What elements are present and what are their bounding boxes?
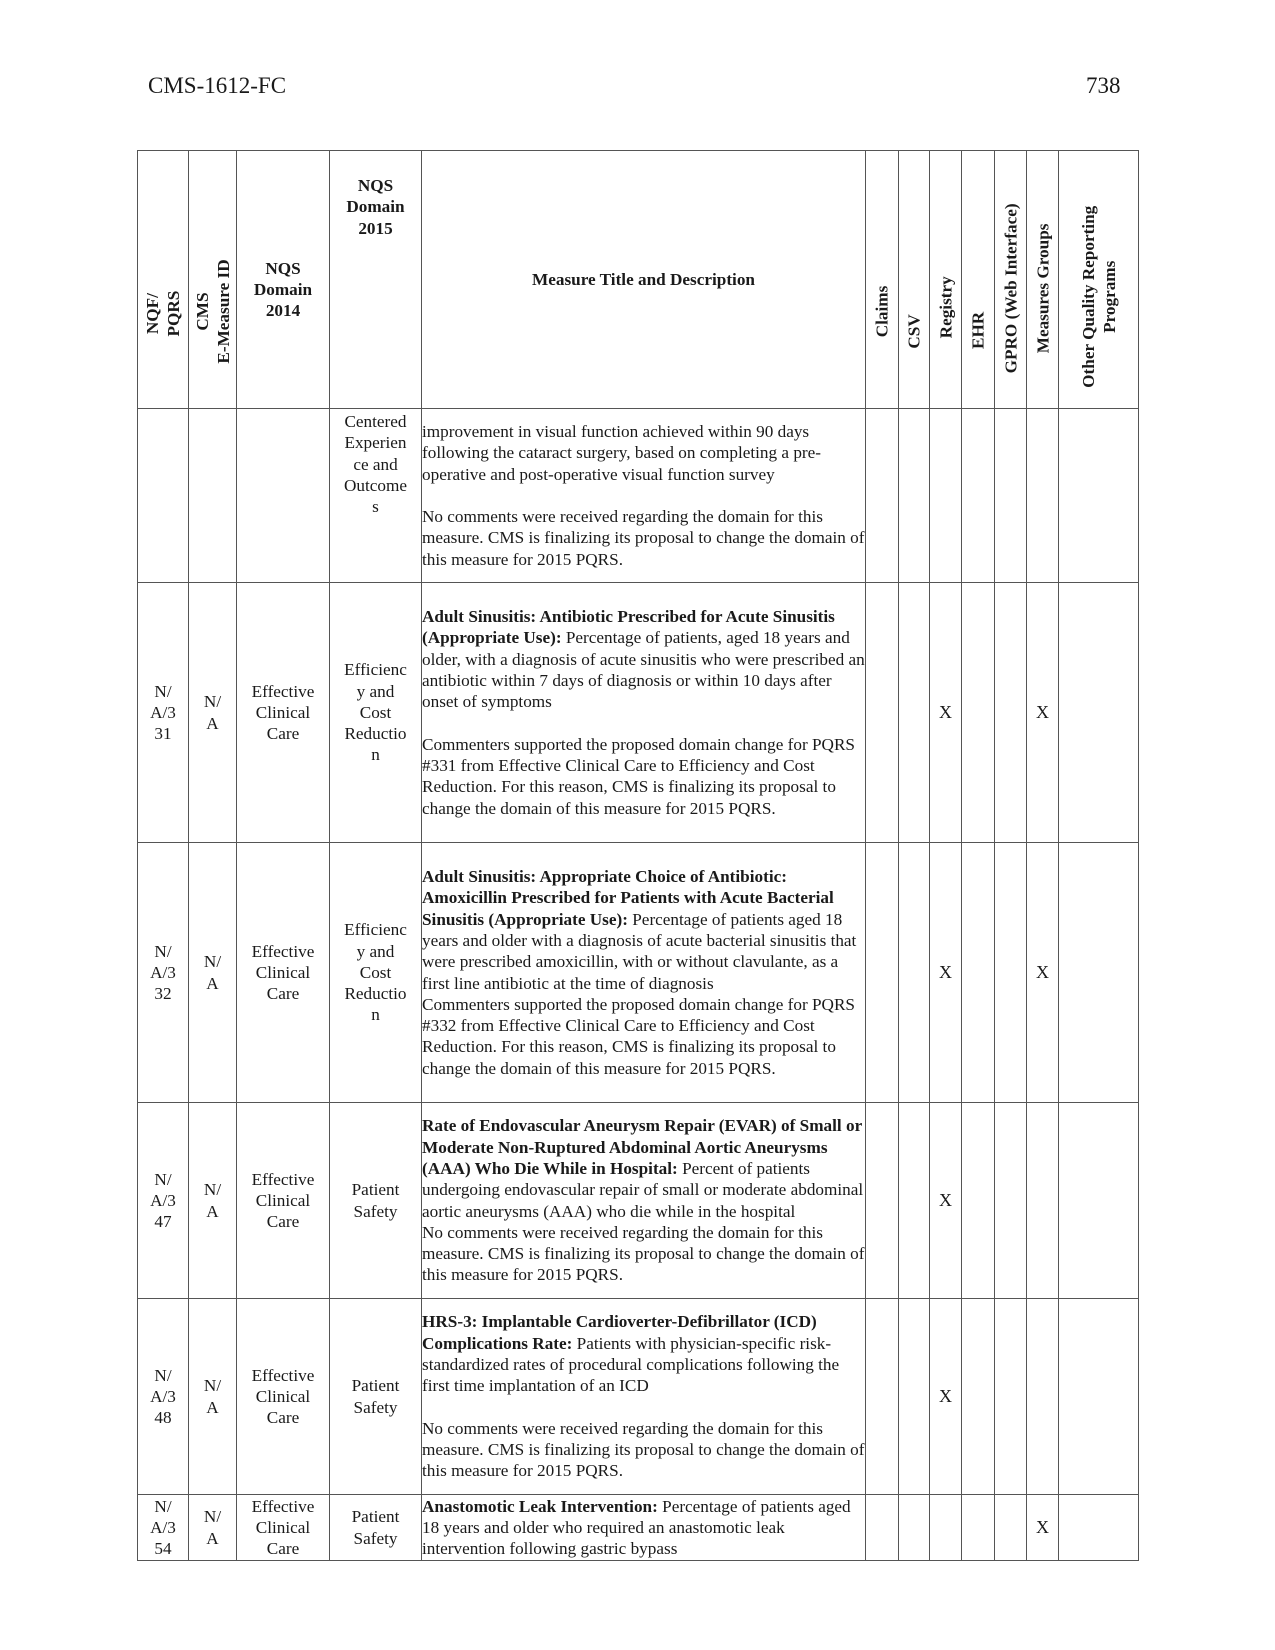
page-number: 738 xyxy=(1086,73,1121,98)
measures-groups-cell: X xyxy=(1027,583,1059,843)
csv-cell xyxy=(899,843,930,1103)
domain-2014-cell: Effective Clinical Care xyxy=(237,583,330,843)
measures-groups-cell xyxy=(1027,1103,1059,1299)
claims-cell xyxy=(866,1103,899,1299)
ehr-cell xyxy=(962,1299,995,1495)
nqf-pqrs-cell: N/ A/3 31 xyxy=(138,583,189,843)
nqf-pqrs-cell xyxy=(138,409,189,583)
registry-cell xyxy=(930,409,962,583)
measure-title: Anastomotic Leak Intervention: xyxy=(422,1496,658,1516)
measure-title: Adult Sinusitis: Appropriate Choice of Antibiotic: Amoxicillin Prescribed for Patients with Acute Bacterial Sinusitis (Appropriate Use): xyxy=(422,867,834,929)
cms-id-cell: N/ A xyxy=(189,583,237,843)
registry-cell: X xyxy=(930,843,962,1103)
gpro-cell xyxy=(995,409,1027,583)
csv-cell xyxy=(899,1299,930,1495)
domain-2015-cell: Patient Safety xyxy=(330,1495,422,1561)
other-programs-cell xyxy=(1059,843,1139,1103)
other-programs-cell xyxy=(1059,1299,1139,1495)
measure-description: Percentage of patients aged 18 years and older with a diagnosis of acute bacterial sinusitis that were prescribed amoxicillin, with or without clavulante, as a first line antibiotic at the time of diagnosis xyxy=(422,909,857,993)
measure-comment: Commenters supported the proposed domain change for PQRS #331 from Effective Clinical Care to Efficiency and Cost Reduction. For this reason, CMS is finalizing its proposal to change the domain of this measure for 2015 PQRS. xyxy=(422,734,855,818)
domain-2014-cell: Effective Clinical Care xyxy=(237,1103,330,1299)
csv-cell xyxy=(899,409,930,583)
nqf-pqrs-cell: N/ A/3 54 xyxy=(138,1495,189,1561)
other-programs-cell xyxy=(1059,1103,1139,1299)
registry-cell: X xyxy=(930,583,962,843)
measure-description: Percentage of patients, aged 18 years and older, with a diagnosis of acute sinusitis who were prescribed an antibiotic within 7 days of diagnosis or within 10 days after onset of symptoms xyxy=(422,628,865,712)
measure-comment: No comments were received regarding the domain for this measure. CMS is finalizing its proposal to change the domain of this measure for 2015 PQRS. xyxy=(422,1418,865,1481)
registry-cell: X xyxy=(930,1299,962,1495)
nqf-pqrs-cell: N/ A/3 48 xyxy=(138,1299,189,1495)
cms-id-cell xyxy=(189,409,237,583)
ehr-cell xyxy=(962,583,995,843)
nqf-pqrs-cell: N/ A/3 32 xyxy=(138,843,189,1103)
col-header-nqs-2015: NQS Domain 2015 xyxy=(330,151,422,409)
claims-cell xyxy=(866,843,899,1103)
document-id: CMS-1612-FC xyxy=(148,73,287,98)
measures-groups-cell xyxy=(1027,1299,1059,1495)
cms-id-cell: N/ A xyxy=(189,1103,237,1299)
table-row xyxy=(138,409,1139,583)
table-header-row xyxy=(138,151,1139,409)
other-programs-cell xyxy=(1059,583,1139,843)
registry-cell xyxy=(930,1495,962,1561)
ehr-cell xyxy=(962,1495,995,1561)
other-programs-cell xyxy=(1059,1495,1139,1561)
gpro-cell xyxy=(995,843,1027,1103)
domain-2015-cell: Efficienc y and Cost Reductio n xyxy=(330,583,422,843)
csv-cell xyxy=(899,1103,930,1299)
measure-comment: Commenters supported the proposed domain change for PQRS #332 from Effective Clinical Care to Efficiency and Cost Reduction. For this reason, CMS is finalizing its proposal to change the domain of this measure for 2015 PQRS. xyxy=(422,994,855,1078)
nqf-pqrs-cell: N/ A/3 47 xyxy=(138,1103,189,1299)
other-programs-cell xyxy=(1059,409,1139,583)
domain-2014-cell: Effective Clinical Care xyxy=(237,843,330,1103)
measure-comment: No comments were received regarding the domain for this measure. CMS is finalizing its proposal to change the domain of this measure for 2015 PQRS. xyxy=(422,1222,865,1285)
claims-cell xyxy=(866,1299,899,1495)
col-header-nqf-pqrs: NQF/ PQRS xyxy=(138,151,189,409)
csv-cell xyxy=(899,583,930,843)
cms-id-cell: N/ A xyxy=(189,1495,237,1561)
gpro-cell xyxy=(995,1103,1027,1299)
col-header-cms-emeasure-id: CMS E-Measure ID xyxy=(189,151,237,409)
claims-cell xyxy=(866,1495,899,1561)
measure-description-cell xyxy=(422,843,866,1103)
gpro-cell xyxy=(995,1299,1027,1495)
col-header-gpro: GPRO (Web Interface) xyxy=(995,151,1027,409)
table-row xyxy=(138,1299,1139,1495)
cms-id-cell: N/ A xyxy=(189,843,237,1103)
domain-2014-cell: Effective Clinical Care xyxy=(237,1299,330,1495)
col-header-ehr: EHR xyxy=(962,151,995,409)
domain-2014-cell: Effective Clinical Care xyxy=(237,1495,330,1561)
measure-description: Percentage of patients aged 18 years and older who required an anastomotic leak intervention following gastric bypass xyxy=(422,1496,851,1559)
ehr-cell xyxy=(962,409,995,583)
measure-description-cell xyxy=(422,583,866,843)
col-header-nqs-2014: NQS Domain 2014 xyxy=(237,151,330,409)
col-header-csv: CSV xyxy=(899,151,930,409)
domain-2014-cell xyxy=(237,409,330,583)
claims-cell xyxy=(866,409,899,583)
col-header-measure-title: Measure Title and Description xyxy=(422,151,866,409)
table-row xyxy=(138,843,1139,1103)
measures-groups-cell xyxy=(1027,409,1059,583)
domain-2015-cell: Patient Safety xyxy=(330,1299,422,1495)
csv-cell xyxy=(899,1495,930,1561)
measure-description-cell xyxy=(422,1103,866,1299)
domain-2015-cell: Patient Safety xyxy=(330,1103,422,1299)
measure-description: Percent of patients undergoing endovascular repair of small or moderate abdominal aortic aneurysms (AAA) who die while in the hospital xyxy=(422,1158,864,1221)
measures-groups-cell: X xyxy=(1027,1495,1059,1561)
measure-description-cell xyxy=(422,1495,866,1561)
table-row xyxy=(138,583,1139,843)
gpro-cell xyxy=(995,1495,1027,1561)
col-header-registry: Registry xyxy=(930,151,962,409)
table-row xyxy=(138,1495,1139,1561)
claims-cell xyxy=(866,583,899,843)
registry-cell: X xyxy=(930,1103,962,1299)
table-row xyxy=(138,1103,1139,1299)
gpro-cell xyxy=(995,583,1027,843)
domain-2015-cell: Centered Experien ce and Outcome s xyxy=(330,409,422,583)
ehr-cell xyxy=(962,843,995,1103)
measure-description-cell xyxy=(422,409,866,583)
col-header-measures-groups: Measures Groups xyxy=(1027,151,1059,409)
measure-description: improvement in visual function achieved within 90 days following the cataract surgery, based on completing a pre-operative and post-operative visual function survey xyxy=(422,422,821,484)
measure-title: Rate of Endovascular Aneurysm Repair (EVAR) of Small or Moderate Non-Ruptured Abdominal Aortic Aneurysms (AAA) Who Die While in Hospital: xyxy=(422,1116,862,1178)
measures-table xyxy=(137,150,1139,1561)
measure-title: Adult Sinusitis: Antibiotic Prescribed for Acute Sinusitis (Appropriate Use): xyxy=(422,607,835,648)
domain-2015-cell: Efficienc y and Cost Reductio n xyxy=(330,843,422,1103)
measures-groups-cell: X xyxy=(1027,843,1059,1103)
cms-id-cell: N/ A xyxy=(189,1299,237,1495)
col-header-other-programs: Other Quality Reporting Programs xyxy=(1059,151,1139,409)
measure-comment: No comments were received regarding the domain for this measure. CMS is finalizing its proposal to change the domain of this measure for 2015 PQRS. xyxy=(422,507,865,569)
col-header-claims: Claims xyxy=(866,151,899,409)
measure-description-cell xyxy=(422,1299,866,1495)
measure-title: HRS-3: Implantable Cardioverter-Defibrillator (ICD) Complications Rate: xyxy=(422,1312,817,1353)
measure-description: Patients with physician-specific risk-standardized rates of procedural complications following the first time implantation of an ICD xyxy=(422,1333,840,1396)
ehr-cell xyxy=(962,1103,995,1299)
